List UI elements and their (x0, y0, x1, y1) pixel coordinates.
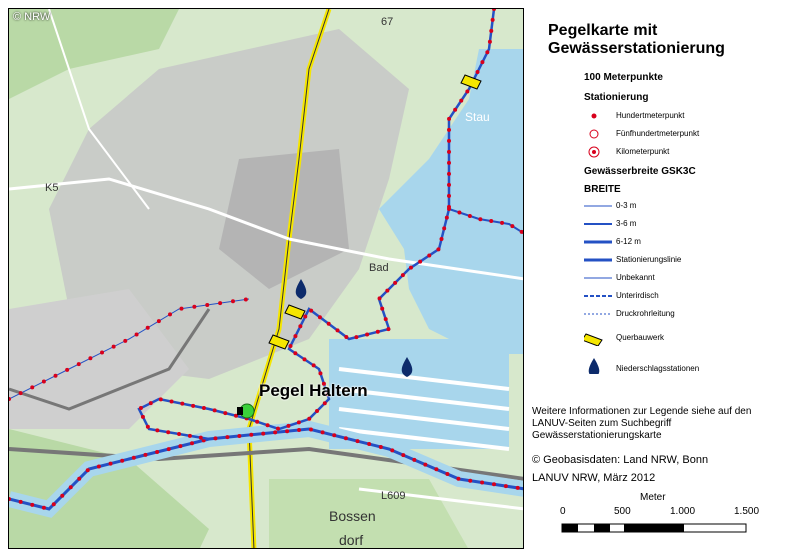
legend-title-line1: Pegelkarte mit (548, 22, 658, 39)
thick-blue-line-icon (584, 234, 614, 250)
raindrop-icon (584, 358, 614, 374)
scale-tick-label: 1.000 (670, 506, 696, 517)
place-label: Stau (465, 110, 490, 124)
legend-item-stationierungslinie: Stationierungslinie (584, 252, 784, 268)
legend-item-width-6-12: 6-12 m (584, 234, 784, 250)
source-credit: LANUV NRW, März 2012 (532, 472, 656, 484)
legend-panel (530, 8, 786, 549)
red-dot-icon (584, 108, 614, 124)
legend-section-subheader: BREITE (584, 184, 621, 195)
thin-blue-line-icon (584, 270, 614, 286)
thin-blue-line-icon (584, 198, 614, 214)
red-ring-icon (584, 126, 614, 142)
legend-section-header: Gewässerbreite GSK3C (584, 166, 696, 177)
map-copyright: © NRW (13, 11, 51, 23)
weir-icon (584, 330, 614, 346)
legend-item-querbauwerk: Querbauwerk (584, 330, 784, 346)
source-credit: © Geobasisdaten: Land NRW, Bonn (532, 454, 709, 466)
blue-line-icon (584, 252, 614, 268)
legend-title (548, 22, 725, 58)
scale-bar-graphic (558, 520, 778, 540)
legend-item-unbekannt: Unbekannt (584, 270, 784, 286)
legend-item-width-0-3: 0-3 m (584, 198, 784, 214)
gauge-label: Pegel Haltern (259, 381, 368, 400)
scale-tick-label: 1.500 (734, 506, 760, 517)
place-label: K5 (45, 182, 59, 194)
scale-tick-label: 500 (614, 506, 631, 517)
legend-item-niederschlagsstationen: Niederschlagsstationen (584, 358, 784, 374)
legend-item-fuenfhundertmeterpunkt: Fünfhundertmeterpunkt (584, 126, 784, 142)
place-label: 67 (381, 16, 394, 28)
dashed-blue-line-icon (584, 288, 614, 304)
scale-tick-label: 0 (560, 506, 566, 517)
legend-item-width-3-6: 3-6 m (584, 216, 784, 232)
legend-section-header: 100 Meterpunkte (584, 72, 663, 83)
legend-info-text: Weitere Informationen zur Legende siehe auf den LANUV-Seiten zum Suchbegriff Gewässerstationierungskarte (532, 406, 752, 441)
place-label: Bossen (329, 508, 376, 524)
legend-item-druckrohrleitung: Druckrohrleitung (584, 306, 784, 322)
map-canvas[interactable] (9, 9, 524, 549)
scale-bar (558, 492, 778, 542)
legend-item-kilometerpunkt: Kilometerpunkt (584, 144, 784, 160)
dotted-blue-line-icon (584, 306, 614, 322)
legend-item-unterirdisch: Unterirdisch (584, 288, 784, 304)
scale-unit: Meter (640, 492, 666, 503)
legend-title-line2: Gewässerstationierung (548, 40, 725, 57)
place-label: Bad (369, 262, 389, 274)
red-target-icon (584, 144, 614, 160)
legend-item-hundertmeterpunkt: Hundertmeterpunkt (584, 108, 784, 124)
place-label: dorf (339, 532, 364, 548)
place-label: L609 (381, 490, 406, 502)
legend-section-subheader: Stationierung (584, 92, 649, 103)
map-panel[interactable] (8, 8, 524, 549)
medium-blue-line-icon (584, 216, 614, 232)
